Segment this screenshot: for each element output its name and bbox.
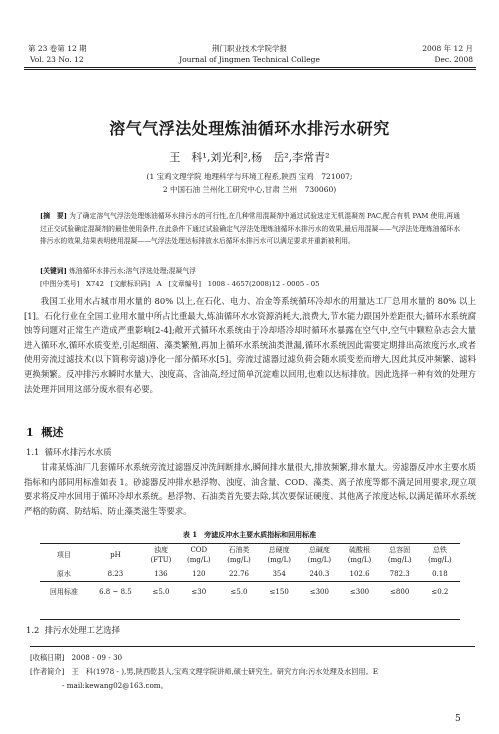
table-header-cell	[339, 545, 379, 565]
section-1-1-title: 循环水排污水水质	[44, 447, 112, 457]
abstract-text: 为了确定溶气气浮法处理炼油循环水排污水的可行性,在几种常用混凝剂中通过试验选定无机混凝剂 PAC,配合有机 PAM 使用,再通过正交试验确定混凝剂的最佳使用条件,在此条件下通过试验确定气浮法处理炼油循环水排污水的效果,最后用混凝——气浮法处理炼油循环水排污水的效果,结果表明使用混凝——气浮法处理达标排放水后循环水排污水可以满足要求并重新被利用。	[40, 212, 460, 246]
table-cell: 782.3	[389, 570, 410, 578]
section-1-1-paragraph: 甘肃某炼油厂几套循环水系统旁流过滤器反冲洗间断排水,瞬间排水量很大,排放频繁,排水量大。旁滤器反冲水主要水质指标和内部同用标准如表 1。砂滤器反冲排水悬浮物、浊度、油含量、COD、藻类、离子浓度等都不满足回用要求,现立项要求将反冲水回用于循环冷却水系统。悬浮物、石油类首先要去除,其次要保证硬度、其他离子浓度达标,以满足循环水系统严格的防腐、防结垢、防止藻类滋生等要求。	[24, 462, 476, 516]
classification-line: [中图分类号] X742 [文献标识码] A [文章编号] 1008 - 4657(2008)12 - 0005 - 05	[40, 280, 320, 288]
header-rule	[24, 67, 476, 68]
author-email: - mail:kewang02@163.com。	[62, 681, 168, 690]
table-header-cell	[88, 545, 144, 565]
table-header-name: 项目	[56, 551, 71, 559]
section-1-2-title: 排污水处理工艺选择	[44, 625, 121, 635]
table-header-name: pH	[110, 551, 121, 559]
section-1-number: 1	[26, 426, 34, 439]
table-caption: 表 1 旁滤反冲水主要水质指标和回用标准	[182, 530, 317, 539]
table-header-unit: (mg/L)	[347, 556, 372, 564]
table-cell: 原水	[56, 570, 71, 578]
section-1-1-heading	[26, 446, 112, 458]
table-bottom-rule	[40, 619, 460, 620]
water-quality-table	[40, 545, 460, 601]
table-header-name: 总硬度	[268, 546, 290, 554]
table-cell: ≤5.0	[230, 588, 248, 596]
keywords-label: [关键词]	[40, 267, 67, 275]
section-1-heading	[26, 424, 63, 440]
table-header-cell	[259, 545, 299, 565]
table-header-cell	[299, 545, 339, 565]
article-title: 溶气气浮法处理炼油循环水排污水研究	[109, 119, 390, 138]
table-cell: 6.8 ~ 8.5	[99, 588, 132, 596]
table-cell: 120	[192, 570, 206, 578]
header-date-cn: 2008 年 12 月	[422, 44, 473, 53]
page-number: 5	[455, 714, 461, 724]
table-header-row	[40, 545, 460, 565]
table-header-cell	[219, 545, 259, 565]
table-cell: 136	[154, 570, 168, 578]
section-1-2-number: 1.2	[26, 625, 40, 635]
table-row	[40, 583, 460, 601]
table-header-cell	[40, 545, 88, 565]
table-cell: 回用标准	[49, 588, 78, 596]
table-header-name: 石油类	[228, 546, 250, 554]
table-cell: ≤5.0	[152, 588, 170, 596]
table-cell: 354	[272, 570, 286, 578]
table-header-name: 总铁	[432, 546, 447, 554]
table-header-unit: (mg/L)	[187, 556, 211, 564]
header-volume-en: Vol. 23 No. 12	[30, 55, 84, 64]
table-cell: 0.18	[432, 570, 448, 578]
abstract	[40, 210, 460, 248]
table-header-cell	[380, 545, 420, 565]
intro-paragraph: 我国工业用水占城市用水量的 80% 以上,在石化、电力、冶金等系统循环冷却水的用量达工厂总用水量的 80% 以上[1]。石化行业在全国工业用水量中所占比重最大,炼油循环水水资源消耗大,浪费大,节水能力跟国外差距很大;循环水系统腐蚀等问题对正常生产造成严重影响[2-4];敞开式循环水系统由于冷却塔冷却时循环水暴露在空气中,空气中颗粒杂志会大量进入循环水,循环水质变差,引起细菌、藻类繁殖,再加上循环水系统油类泄漏,循环水系统因此需要定期排出高浓度污水,或者使用旁流过滤技术(以下简称旁滤)净化一部分循环水[5]。旁流过滤器过滤负荷会随水质变差而增大,因此其反冲频繁、滤料更换频繁。反冲排污水瞬时水量大、浊度高、含油高,经过简单沉淀难以回用,也难以达标排放。因此选择一种有效的处理方法处理并回用这部分废水很有必要。	[24, 296, 476, 394]
received-date: [收稿日期] 2008 - 09 - 30	[30, 653, 123, 662]
table-cell: 22.76	[228, 570, 250, 578]
section-1-title: 概述	[41, 426, 64, 439]
table-header-name: 总碱度	[308, 546, 330, 554]
table-header-unit: (FTU)	[150, 556, 172, 564]
table-header-name: 浊度	[153, 546, 168, 554]
table-header-rule	[40, 581, 460, 582]
table-cell: 240.3	[309, 570, 330, 578]
journal-name-cn: 荆门职业技术学院学报	[212, 44, 287, 53]
footnote-rule	[30, 646, 475, 647]
affiliation-line-1: (1 宝鸡文理学院 地理科学与环境工程系,陕西 宝鸡 721007;	[146, 172, 353, 181]
affiliation-line-2: 2 中国石油 兰州化工研究中心,甘肃 兰州 730060)	[162, 185, 337, 194]
table-cell: ≤800	[390, 588, 410, 596]
table-cell: ≤30	[191, 588, 207, 596]
keywords	[40, 265, 460, 278]
journal-name-en: Journal of Jingmen Technical College	[179, 55, 320, 64]
table-header-name: 硫酸根	[349, 546, 370, 554]
abstract-label: [摘 要]	[40, 212, 67, 220]
table-header-name: COD	[190, 546, 208, 554]
table-cell: 102.6	[349, 570, 370, 578]
section-1-1-number: 1.1	[26, 447, 40, 457]
table-cell: ≤300	[349, 588, 370, 596]
author-list: 王 科¹,刘光利²,杨 岳²,李常青²	[169, 151, 330, 164]
table-cell: 8.23	[107, 570, 124, 578]
section-1-2-heading	[26, 624, 120, 636]
table-header-cell	[179, 545, 219, 565]
table-header-unit: (mg/L)	[227, 556, 251, 564]
table-header-unit: (mg/L)	[267, 556, 291, 564]
table-header-cell	[420, 545, 460, 565]
table-header-unit: (mg/L)	[428, 556, 452, 564]
header-date-en: Dec. 2008	[434, 55, 473, 64]
header-rule-thin	[24, 69, 476, 70]
table-header-unit: (mg/L)	[387, 556, 412, 564]
table-cell: ≤150	[269, 588, 289, 596]
table-header-cell	[143, 545, 179, 565]
table-cell: ≤300	[309, 588, 329, 596]
header-volume-cn: 第 23 卷第 12 期	[28, 44, 87, 53]
author-bio: [作者简介] 王 科(1978 - ),男,陕西乾县人,宝鸡文理学院讲师,硕士研究生。研究方向:污水处理及水回用。E	[30, 667, 379, 676]
table-header-name: 总容固	[389, 546, 411, 554]
table-header-unit: (mg/L)	[307, 556, 332, 564]
table-top-rule	[40, 543, 460, 544]
table-cell: ≤0.2	[431, 588, 449, 596]
keywords-text: 炼油循环水排污水;溶气浮选处理;混凝气浮	[69, 267, 196, 275]
